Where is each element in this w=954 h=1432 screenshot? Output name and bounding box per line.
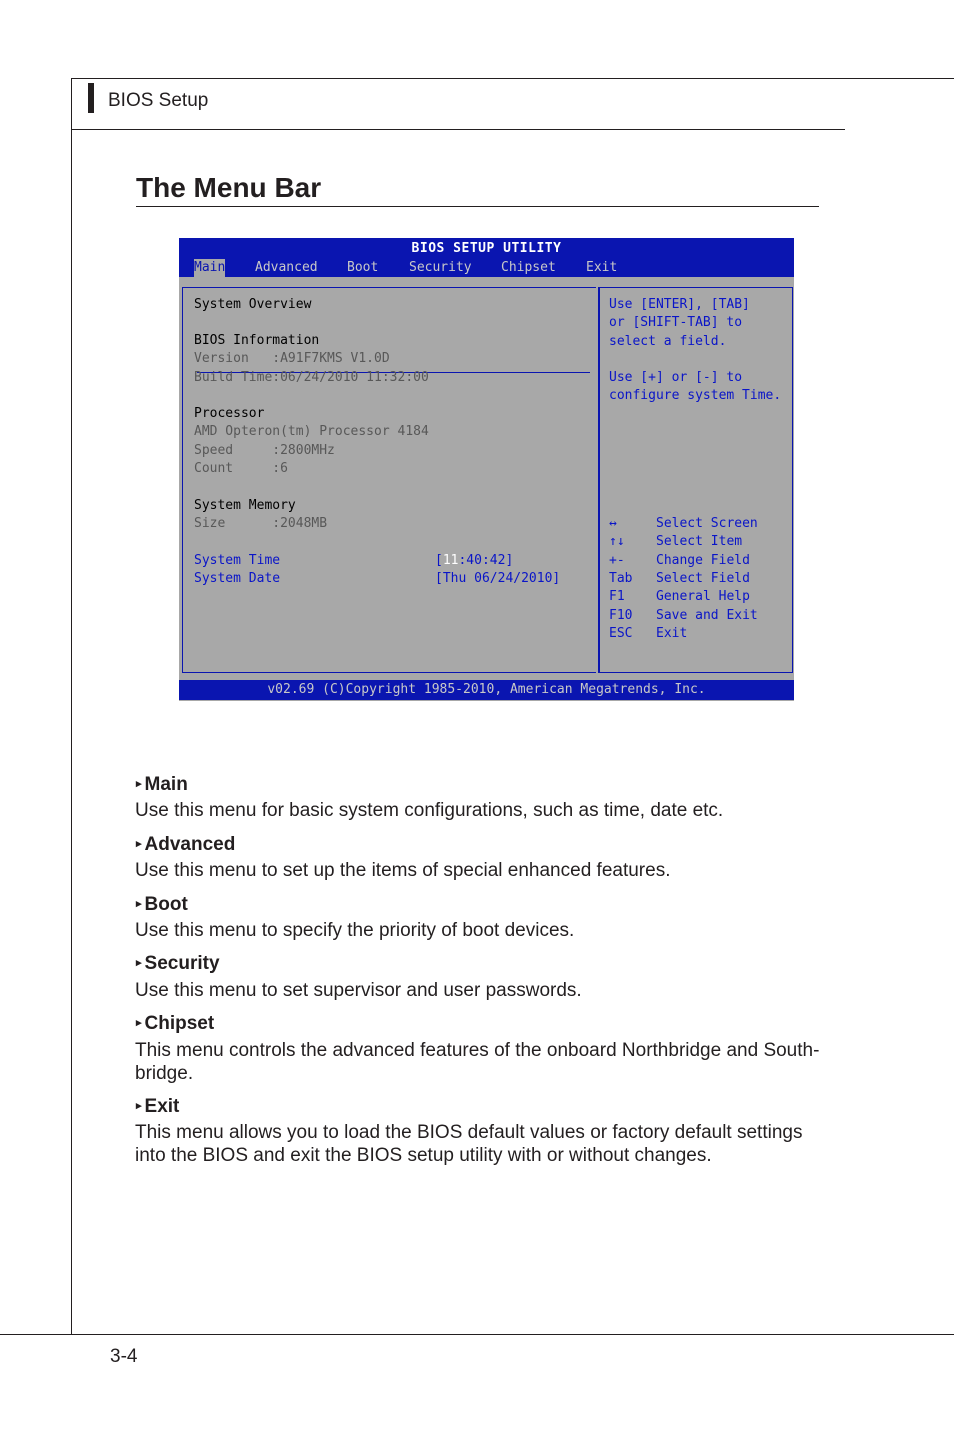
help-line-1: Use [ENTER], [TAB] <box>609 297 750 312</box>
item-main-heading <box>136 774 188 796</box>
footer-rule <box>0 1334 954 1335</box>
bios-screenshot <box>179 238 794 701</box>
key-tab-label: Select Field <box>656 571 750 586</box>
key-f1-label: General Help <box>656 589 750 604</box>
processor-count: Count :6 <box>194 461 288 476</box>
key-f10-label: Save and Exit <box>656 608 758 623</box>
item-security-desc: Use this menu to set supervisor and user passwords. <box>135 980 582 1001</box>
key-select-screen-icon: ↔ <box>609 516 617 531</box>
item-exit-name: Exit <box>144 1096 180 1117</box>
page-top-rule <box>71 78 954 79</box>
key-esc-label: Exit <box>656 626 688 641</box>
processor-speed: Speed :2800MHz <box>194 443 335 458</box>
key-change-field-label: Change Field <box>656 553 750 568</box>
memory-size: Size :2048MB <box>194 516 328 531</box>
help-line-6: configure system Time. <box>609 388 782 403</box>
system-date-field[interactable]: [Thu 06/24/2010] <box>435 571 561 586</box>
system-date-label[interactable]: System Date <box>194 571 281 586</box>
bullet-arrow-icon: ▸ <box>136 898 142 910</box>
item-advanced-name: Advanced <box>144 834 236 855</box>
bullet-arrow-icon: ▸ <box>136 1100 142 1112</box>
system-time-open-bracket: [ <box>435 553 443 568</box>
bullet-arrow-icon: ▸ <box>136 838 142 850</box>
processor-name: AMD Opteron(tm) Processor 4184 <box>194 424 429 439</box>
system-time-field[interactable] <box>435 552 513 570</box>
memory-heading: System Memory <box>194 498 296 513</box>
bios-main-panel <box>182 287 596 673</box>
bios-menu-exit[interactable]: Exit <box>586 260 618 275</box>
bios-system-overview: System Overview <box>194 297 312 312</box>
item-advanced-heading <box>136 834 235 856</box>
key-select-item-icon: ↑↓ <box>609 534 625 549</box>
item-security-heading <box>136 953 220 975</box>
item-main-name: Main <box>144 774 188 795</box>
processor-heading: Processor <box>194 406 265 421</box>
bios-menu-main[interactable]: Main <box>194 260 226 275</box>
page-left-rule <box>71 78 72 1335</box>
item-exit-heading <box>136 1096 179 1118</box>
bios-menu-security[interactable]: Security <box>409 260 472 275</box>
bios-help-panel <box>598 287 793 673</box>
system-time-rest: :40:42] <box>458 553 514 568</box>
item-main-desc: Use this menu for basic system configurations, such as time, date etc. <box>135 800 724 821</box>
item-boot-desc: Use this menu to specify the priority of boot devices. <box>135 920 575 941</box>
key-change-field: +- <box>609 553 625 568</box>
title-rule <box>136 206 819 207</box>
item-exit-desc: This menu allows you to load the BIOS default values or factory default settings into the BIOS and exit the BIOS setup utility with or without changes. <box>135 1122 803 1166</box>
key-select-item-label: Select Item <box>656 534 743 549</box>
help-line-5: Use [+] or [-] to <box>609 370 743 385</box>
bios-version: Version :A91F7KMS V1.0D <box>194 351 390 366</box>
item-chipset-name: Chipset <box>144 1013 215 1034</box>
item-boot-name: Boot <box>144 894 188 915</box>
bios-info-heading: BIOS Information <box>194 333 320 348</box>
header-rule <box>71 129 845 130</box>
key-select-screen-label: Select Screen <box>656 516 758 531</box>
header-section-title: BIOS Setup <box>108 90 209 111</box>
help-line-3: select a field. <box>609 334 727 349</box>
bios-menu-boot[interactable]: Boot <box>347 260 379 275</box>
help-line-2: or [SHIFT-TAB] to <box>609 315 743 330</box>
item-security-name: Security <box>144 953 220 974</box>
bios-menu-chipset[interactable]: Chipset <box>501 260 556 275</box>
bios-build-time: Build Time:06/24/2010 11:32:00 <box>194 370 429 385</box>
bios-menu-bar <box>179 259 794 277</box>
item-chipset-desc: This menu controls the advanced features of the onboard Northbridge and South-bridge. <box>135 1040 820 1084</box>
system-time-label[interactable]: System Time <box>194 553 281 568</box>
key-tab: Tab <box>609 571 633 586</box>
item-boot-heading <box>136 894 188 916</box>
page-number: 3-4 <box>110 1346 138 1367</box>
bios-title-bar: BIOS SETUP UTILITY <box>179 238 794 259</box>
item-chipset-heading <box>136 1013 214 1035</box>
item-advanced-desc: Use this menu to set up the items of special enhanced features. <box>135 860 671 881</box>
system-time-hour[interactable]: 11 <box>442 553 459 568</box>
bullet-arrow-icon: ▸ <box>136 957 142 969</box>
bios-menu-advanced[interactable]: Advanced <box>255 260 318 275</box>
bullet-arrow-icon: ▸ <box>136 1017 142 1029</box>
key-f10: F10 <box>609 608 633 623</box>
key-esc: ESC <box>609 626 633 641</box>
key-f1: F1 <box>609 589 625 604</box>
page-title: The Menu Bar <box>136 172 322 203</box>
bullet-arrow-icon: ▸ <box>136 778 142 790</box>
bios-copyright-footer: v02.69 (C)Copyright 1985-2010, American Megatrends, Inc. <box>179 680 794 700</box>
header-marker <box>88 83 94 113</box>
